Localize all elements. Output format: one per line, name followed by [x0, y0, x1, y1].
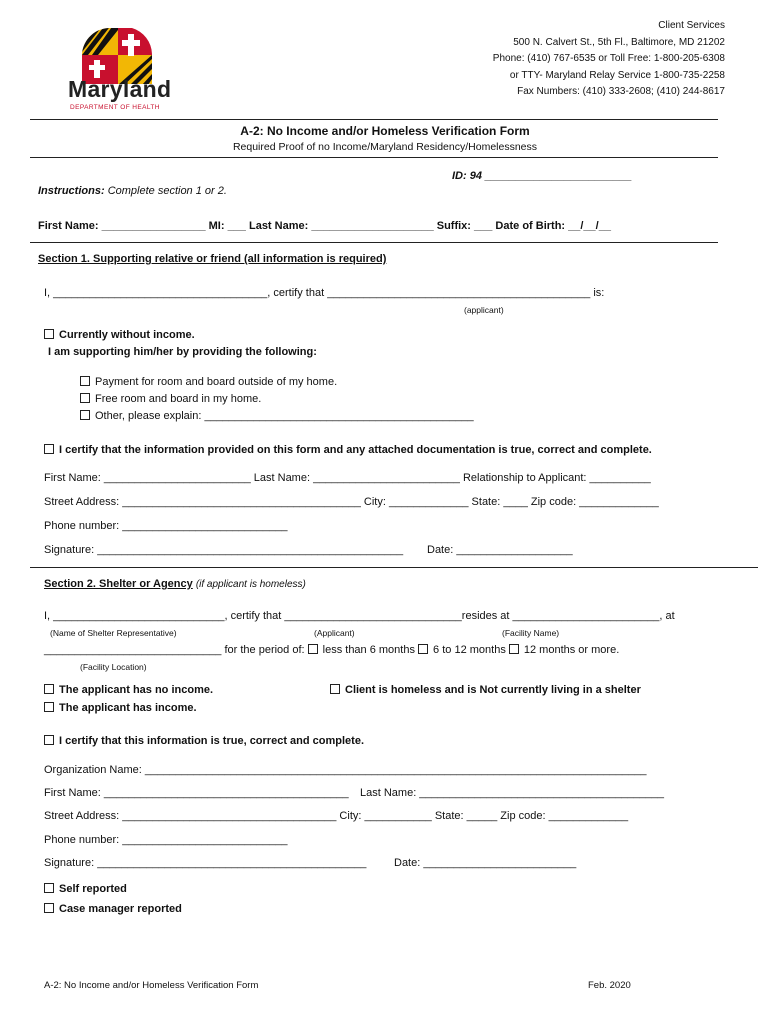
- checkbox-icon[interactable]: [418, 644, 428, 654]
- contact-line: or TTY- Maryland Relay Service 1-800-735-2258: [509, 69, 725, 81]
- section2-address-line[interactable]: Street Address: ___________________________________ City: ___________ State: _____ Zip code: _____________: [44, 810, 629, 822]
- section1-phone-line[interactable]: Phone number: ___________________________: [44, 520, 288, 532]
- maryland-logo: [62, 24, 172, 114]
- checkbox-label: Currently without income.: [59, 329, 195, 341]
- checkbox-label: Case manager reported: [59, 903, 182, 915]
- section2-phone-line[interactable]: Phone number: ___________________________: [44, 834, 288, 846]
- checkbox-label: I certify that this information is true, correct and complete.: [59, 735, 365, 747]
- section2-heading-row: [44, 578, 306, 590]
- checkbox-icon[interactable]: [80, 410, 90, 420]
- logo-subtext: DEPARTMENT OF HEALTH: [70, 104, 160, 111]
- footer-form-name: A-2: No Income and/or Homeless Verification Form: [44, 980, 259, 991]
- caption-facility-name: (Facility Name): [502, 628, 560, 638]
- id-field[interactable]: ID: 94 ________________________: [452, 170, 632, 182]
- checkbox-icon[interactable]: [44, 444, 54, 454]
- logo-wordmark: Maryland: [68, 76, 172, 102]
- section1-signature-line[interactable]: Signature: __________________________________________________: [44, 544, 404, 556]
- checkbox-icon[interactable]: [509, 644, 519, 654]
- applicant-caption: (applicant): [464, 305, 504, 315]
- facility-location-blank[interactable]: _____________________________ for the period of:: [44, 644, 305, 656]
- title-divider: [30, 157, 718, 158]
- footer-date: Feb. 2020: [588, 980, 631, 991]
- header-divider: [30, 119, 718, 120]
- instructions-label: Instructions:: [38, 185, 105, 197]
- applicant-info-line[interactable]: First Name: _________________ MI: ___ Last Name: ____________________ Suffix: ___ Date of Birth: __/__/__: [38, 220, 611, 232]
- no-income-checkbox[interactable]: [44, 684, 213, 696]
- period-12-plus[interactable]: [509, 644, 619, 656]
- section2-date-line[interactable]: Date: _________________________: [394, 857, 577, 869]
- checkbox-label: 12 months or more.: [523, 644, 620, 656]
- case-manager-checkbox[interactable]: [44, 903, 182, 915]
- section2-certify-checkbox[interactable]: [44, 735, 364, 747]
- checkbox-label: I certify that the information provided on this form and any attached documentation is true, correct and complete.: [59, 444, 652, 456]
- section2-certify-line[interactable]: I, ____________________________, certify that _____________________________resides at ________________________, at: [44, 610, 675, 622]
- checkbox-icon[interactable]: [44, 735, 54, 745]
- checkbox-label: Self reported: [59, 883, 127, 895]
- checkbox-label: 6 to 12 months: [433, 644, 506, 656]
- checkbox-icon[interactable]: [44, 329, 54, 339]
- checkbox-icon[interactable]: [44, 903, 54, 913]
- option-other[interactable]: [80, 410, 474, 422]
- checkbox-label: Payment for room and board outside of my home.: [95, 376, 338, 388]
- section2-heading: Section 2. Shelter or Agency: [44, 578, 193, 590]
- organization-name-line[interactable]: Organization Name: __________________________________________________________________________________: [44, 764, 647, 776]
- checkbox-label: Free room and board in my home.: [95, 393, 262, 405]
- homeless-not-shelter-checkbox[interactable]: [330, 684, 641, 696]
- period-less-6[interactable]: [308, 644, 415, 656]
- self-reported-checkbox[interactable]: [44, 883, 127, 895]
- contact-line: Client Services: [658, 20, 725, 31]
- section1-address-line[interactable]: Street Address: _______________________________________ City: _____________ State: ____ Zip code: _____________: [44, 496, 659, 508]
- checkbox-icon[interactable]: [80, 393, 90, 403]
- checkbox-icon[interactable]: [330, 684, 340, 694]
- section2-first-name-line[interactable]: First Name: ________________________________________: [44, 787, 349, 799]
- period-6-12[interactable]: [418, 644, 506, 656]
- instructions-text: Complete section 1 or 2.: [107, 185, 227, 197]
- checkbox-label: The applicant has income.: [59, 702, 197, 714]
- checkbox-icon[interactable]: [44, 684, 54, 694]
- supporting-line: I am supporting him/her by providing the following:: [48, 346, 317, 358]
- instructions: [38, 185, 227, 197]
- section2-signature-line[interactable]: Signature: ____________________________________________: [44, 857, 367, 869]
- checkbox-icon[interactable]: [308, 644, 318, 654]
- form-subtitle: Required Proof of no Income/Maryland Residency/Homelessness: [232, 141, 538, 153]
- contact-line: Phone: (410) 767-6535 or Toll Free: 1-800-205-6308: [492, 53, 725, 64]
- applicant-divider: [30, 242, 718, 243]
- caption-facility-location: (Facility Location): [80, 662, 147, 672]
- section2-last-name-line[interactable]: Last Name: ________________________________________: [360, 787, 665, 799]
- caption-shelter-rep: (Name of Shelter Representative): [50, 628, 177, 638]
- contact-block: [493, 18, 725, 101]
- period-row: [44, 644, 619, 656]
- without-income-checkbox[interactable]: [44, 329, 195, 341]
- option-free-room-board[interactable]: [80, 393, 261, 405]
- section1-name-line[interactable]: First Name: ________________________ Last Name: ________________________ Relationship to Applicant: __________: [44, 472, 651, 484]
- form-title: A-2: No Income and/or Homeless Verification Form: [240, 124, 530, 138]
- section1-date-line[interactable]: Date: ___________________: [427, 544, 573, 556]
- checkbox-icon[interactable]: [44, 702, 54, 712]
- section2-heading-note: (if applicant is homeless): [195, 579, 306, 590]
- has-income-checkbox[interactable]: [44, 702, 197, 714]
- checkbox-label: less than 6 months: [322, 644, 415, 656]
- checkbox-icon[interactable]: [44, 883, 54, 893]
- section1-certify-line[interactable]: I, ___________________________________, certify that ___________________________________________ is:: [44, 287, 605, 299]
- checkbox-icon[interactable]: [80, 376, 90, 386]
- checkbox-label: Other, please explain: ____________________________________________: [95, 410, 474, 422]
- option-room-board-outside[interactable]: [80, 376, 337, 388]
- contact-line: Fax Numbers: (410) 333-2608; (410) 244-8617: [517, 86, 725, 97]
- contact-line: 500 N. Calvert St., 5th Fl., Baltimore, MD 21202: [513, 36, 725, 48]
- section1-heading: Section 1. Supporting relative or friend (all information is required): [38, 253, 387, 265]
- section-divider: [30, 567, 758, 568]
- checkbox-label: Client is homeless and is Not currently living in a shelter: [345, 684, 641, 696]
- section1-certify-checkbox[interactable]: [44, 444, 652, 456]
- checkbox-label: The applicant has no income.: [59, 684, 214, 696]
- caption-applicant: (Applicant): [314, 628, 355, 638]
